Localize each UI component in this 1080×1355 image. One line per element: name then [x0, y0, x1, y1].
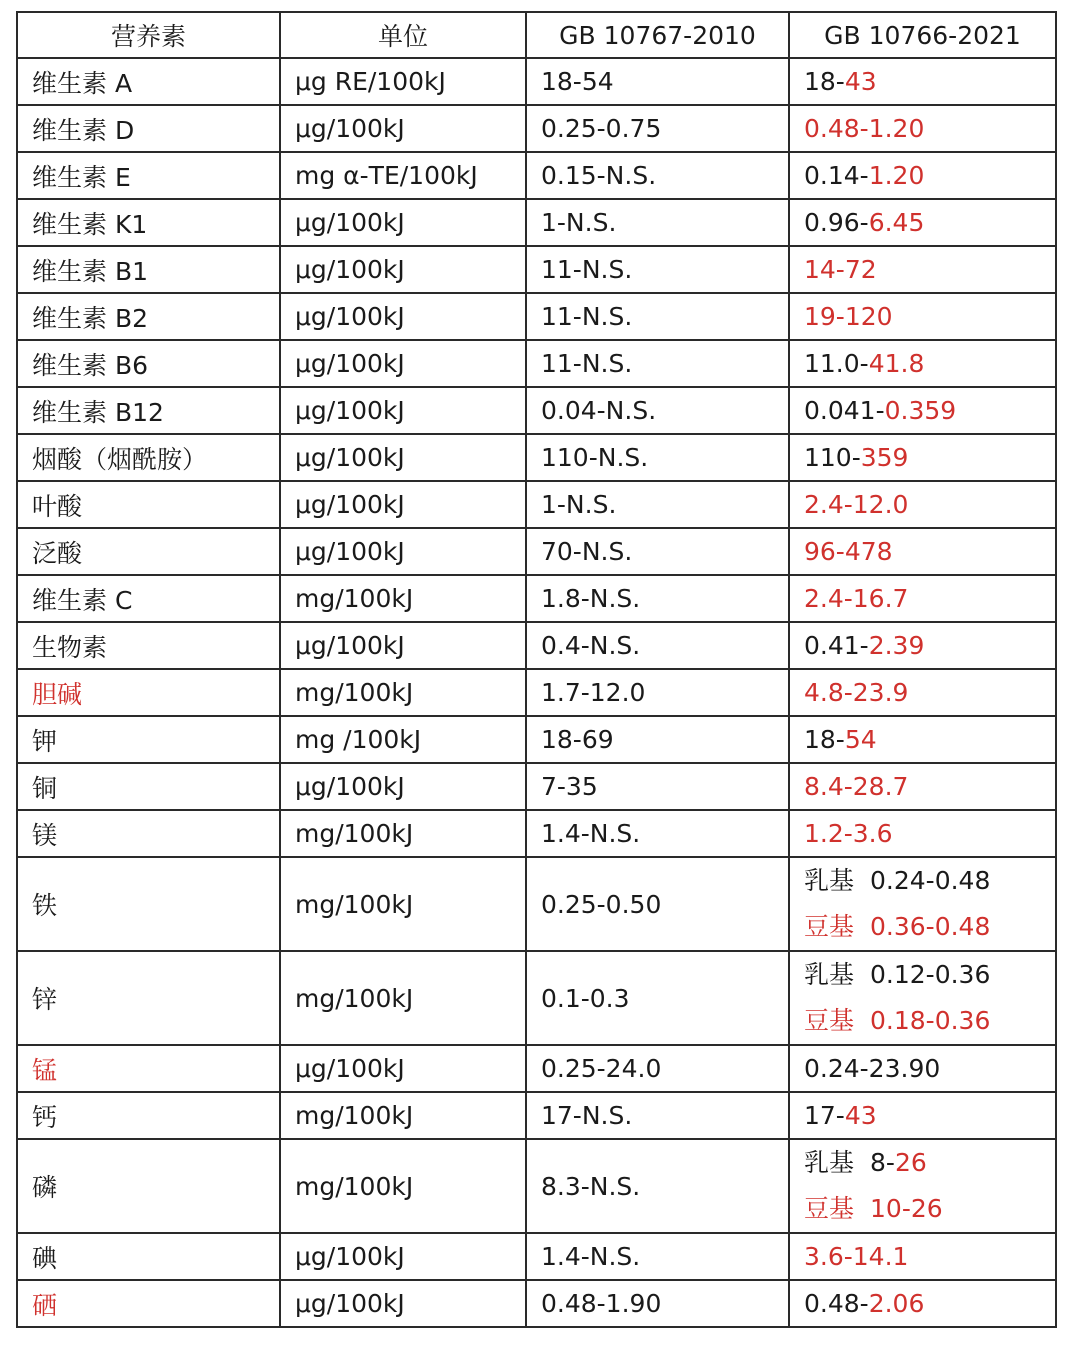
gb-10767-2010-value-cell: 0.4-N.S.: [526, 622, 789, 669]
value-part: 4.8-23.9: [804, 678, 909, 707]
gb-10766-2021-value-cell: [789, 481, 1056, 528]
unit-cell: μg/100kJ: [280, 622, 526, 669]
gb-10766-2021-value-cell: [789, 622, 1056, 669]
gb-10766-2021-value-cell: [789, 1280, 1056, 1327]
nutrient-name-cell: 硒: [17, 1280, 280, 1327]
base-type-label: 豆基: [804, 1194, 855, 1223]
value-part: 0.359: [884, 396, 957, 425]
base-type-label: 乳基: [804, 866, 855, 895]
table-row: [17, 340, 1056, 387]
value-part: 43: [844, 1101, 877, 1130]
unit-cell: μg/100kJ: [280, 199, 526, 246]
table-row: [17, 810, 1056, 857]
table-row: [17, 246, 1056, 293]
gb-10766-2021-value-cell: [789, 669, 1056, 716]
table-row: [17, 199, 1056, 246]
value-part: 0.96-: [804, 208, 869, 237]
value-part: 41.8: [868, 349, 925, 378]
table-row: [17, 152, 1056, 199]
header-unit: 单位: [280, 12, 526, 58]
value-part: 0.14-: [804, 161, 869, 190]
nutrient-name-cell: 维生素 A: [17, 58, 280, 105]
gb-10767-2010-value-cell: 18-54: [526, 58, 789, 105]
gb-10766-2021-value-cell: [789, 152, 1056, 199]
gb-10767-2010-value-cell: 1-N.S.: [526, 199, 789, 246]
value-part: 11.0-: [804, 349, 869, 378]
gb-10767-2010-value-cell: 0.04-N.S.: [526, 387, 789, 434]
nutrient-name-cell: 烟酸（烟酰胺）: [17, 434, 280, 481]
gb-10767-2010-value-cell: 1.4-N.S.: [526, 1233, 789, 1280]
nutrient-name-cell: 维生素 B2: [17, 293, 280, 340]
header-nutrient: 营养素: [17, 12, 280, 58]
gb-10767-2010-value-cell: 0.48-1.90: [526, 1280, 789, 1327]
table-row: [17, 434, 1056, 481]
table-row: [17, 857, 1056, 951]
table-row: [17, 763, 1056, 810]
gb-10766-2021-value-cell: [789, 763, 1056, 810]
value-part: 17-: [804, 1101, 845, 1130]
unit-cell: μg/100kJ: [280, 105, 526, 152]
value-part: 26: [894, 1148, 927, 1177]
gb-10766-2021-value-cell: [789, 810, 1056, 857]
value-part: 43: [844, 67, 877, 96]
base-type-label: 豆基: [804, 1006, 855, 1035]
nutrient-name-cell: 维生素 K1: [17, 199, 280, 246]
sub-value-line: [804, 1140, 1055, 1186]
nutrient-name-cell: 维生素 C: [17, 575, 280, 622]
gb-10767-2010-value-cell: 110-N.S.: [526, 434, 789, 481]
header-row: [17, 12, 1056, 58]
value-part: 1.2-3.6: [804, 819, 893, 848]
sub-value-line: [804, 904, 1055, 950]
value-part: 359: [860, 443, 909, 472]
gb-10766-2021-value-cell: [789, 1233, 1056, 1280]
gb-10767-2010-value-cell: 0.25-0.50: [526, 857, 789, 951]
gb-10767-2010-value-cell: 0.15-N.S.: [526, 152, 789, 199]
nutrient-name-cell: 维生素 B1: [17, 246, 280, 293]
gb-10766-2021-value-cell: [789, 434, 1056, 481]
base-type-label: 乳基: [804, 960, 855, 989]
value-part: 3.6-14.1: [804, 1242, 909, 1271]
value-part: 2.39: [868, 631, 925, 660]
sub-value-line: [804, 1186, 1055, 1232]
value-part: 1.20: [868, 161, 925, 190]
unit-cell: μg/100kJ: [280, 293, 526, 340]
gb-10767-2010-value-cell: 18-69: [526, 716, 789, 763]
header-gb-10766-2021: GB 10766-2021: [789, 12, 1056, 58]
value-part: 0.18-0.36: [870, 1006, 991, 1035]
unit-cell: μg/100kJ: [280, 1045, 526, 1092]
unit-cell: mg/100kJ: [280, 1139, 526, 1233]
unit-cell: mg/100kJ: [280, 857, 526, 951]
unit-cell: mg/100kJ: [280, 669, 526, 716]
value-part: 18-: [804, 725, 845, 754]
nutrient-name-cell: 铁: [17, 857, 280, 951]
unit-cell: μg/100kJ: [280, 528, 526, 575]
nutrient-name-cell: 维生素 B12: [17, 387, 280, 434]
value-part: 110-: [804, 443, 861, 472]
sub-value-line: [804, 858, 1055, 904]
gb-10766-2021-value-cell: [789, 199, 1056, 246]
gb-10766-2021-value-cell: [789, 857, 1056, 951]
nutrient-name-cell: 钾: [17, 716, 280, 763]
table-row: [17, 293, 1056, 340]
nutrient-comparison-table: [16, 11, 1057, 1328]
gb-10766-2021-value-cell: [789, 387, 1056, 434]
table-body: [17, 58, 1056, 1327]
gb-10767-2010-value-cell: 11-N.S.: [526, 340, 789, 387]
nutrient-name-cell: 维生素 E: [17, 152, 280, 199]
gb-10767-2010-value-cell: 0.1-0.3: [526, 951, 789, 1045]
table-row: [17, 1092, 1056, 1139]
gb-10766-2021-value-cell: [789, 951, 1056, 1045]
gb-10767-2010-value-cell: 0.25-0.75: [526, 105, 789, 152]
nutrient-name-cell: 磷: [17, 1139, 280, 1233]
value-part: 96-478: [804, 537, 893, 566]
nutrient-name-cell: 胆碱: [17, 669, 280, 716]
gb-10766-2021-value-cell: [789, 293, 1056, 340]
gb-10767-2010-value-cell: 70-N.S.: [526, 528, 789, 575]
table-row: [17, 1045, 1056, 1092]
table-header: [17, 12, 1056, 58]
value-part: 0.48-1.20: [804, 114, 925, 143]
table-row: [17, 481, 1056, 528]
unit-cell: μg/100kJ: [280, 1233, 526, 1280]
unit-cell: μg/100kJ: [280, 387, 526, 434]
value-part: 0.36-0.48: [870, 912, 991, 941]
value-part: 0.41-: [804, 631, 869, 660]
nutrient-name-cell: 叶酸: [17, 481, 280, 528]
value-part: 0.24-0.48: [870, 866, 991, 895]
value-part: 0.12-0.36: [870, 960, 991, 989]
nutrient-name-cell: 维生素 B6: [17, 340, 280, 387]
table-row: [17, 1233, 1056, 1280]
nutrient-name-cell: 锰: [17, 1045, 280, 1092]
unit-cell: μg/100kJ: [280, 1280, 526, 1327]
table-row: [17, 1139, 1056, 1233]
unit-cell: μg/100kJ: [280, 340, 526, 387]
value-part: 0.24-23.90: [804, 1054, 941, 1083]
unit-cell: μg/100kJ: [280, 481, 526, 528]
table-row: [17, 1280, 1056, 1327]
nutrient-name-cell: 维生素 D: [17, 105, 280, 152]
table-row: [17, 105, 1056, 152]
gb-10766-2021-value-cell: [789, 575, 1056, 622]
unit-cell: μg/100kJ: [280, 434, 526, 481]
gb-10767-2010-value-cell: 0.25-24.0: [526, 1045, 789, 1092]
nutrient-name-cell: 镁: [17, 810, 280, 857]
gb-10766-2021-value-cell: [789, 58, 1056, 105]
value-part: 2.4-16.7: [804, 584, 909, 613]
value-part: 8.4-28.7: [804, 772, 909, 801]
value-part: 2.06: [868, 1289, 925, 1318]
unit-cell: μg/100kJ: [280, 763, 526, 810]
unit-cell: mg /100kJ: [280, 716, 526, 763]
value-part: 0.041-: [804, 396, 885, 425]
gb-10766-2021-value-cell: [789, 1092, 1056, 1139]
table-row: [17, 58, 1056, 105]
gb-10766-2021-value-cell: [789, 105, 1056, 152]
nutrient-name-cell: 锌: [17, 951, 280, 1045]
nutrient-name-cell: 钙: [17, 1092, 280, 1139]
value-part: 10-26: [870, 1194, 943, 1223]
value-part: 54: [844, 725, 877, 754]
gb-10767-2010-value-cell: 17-N.S.: [526, 1092, 789, 1139]
nutrient-name-cell: 泛酸: [17, 528, 280, 575]
value-part: 14-72: [804, 255, 877, 284]
sub-value-line: [804, 952, 1055, 998]
table-row: [17, 669, 1056, 716]
value-part: 19-120: [804, 302, 893, 331]
gb-10767-2010-value-cell: 1.7-12.0: [526, 669, 789, 716]
nutrient-name-cell: 生物素: [17, 622, 280, 669]
header-gb-10767-2010: GB 10767-2010: [526, 12, 789, 58]
unit-cell: mg/100kJ: [280, 1092, 526, 1139]
table-row: [17, 387, 1056, 434]
gb-10767-2010-value-cell: 1.4-N.S.: [526, 810, 789, 857]
gb-10767-2010-value-cell: 1-N.S.: [526, 481, 789, 528]
gb-10767-2010-value-cell: 7-35: [526, 763, 789, 810]
table-row: [17, 622, 1056, 669]
value-part: 8-: [870, 1148, 895, 1177]
value-part: 0.48-: [804, 1289, 869, 1318]
gb-10766-2021-value-cell: [789, 716, 1056, 763]
unit-cell: mg α-TE/100kJ: [280, 152, 526, 199]
gb-10766-2021-value-cell: [789, 246, 1056, 293]
nutrient-name-cell: 铜: [17, 763, 280, 810]
gb-10766-2021-value-cell: [789, 340, 1056, 387]
table-row: [17, 528, 1056, 575]
base-type-label: 乳基: [804, 1148, 855, 1177]
gb-10766-2021-value-cell: [789, 1045, 1056, 1092]
table-row: [17, 575, 1056, 622]
unit-cell: μg/100kJ: [280, 246, 526, 293]
unit-cell: μg RE/100kJ: [280, 58, 526, 105]
base-type-label: 豆基: [804, 912, 855, 941]
unit-cell: mg/100kJ: [280, 810, 526, 857]
gb-10766-2021-value-cell: [789, 528, 1056, 575]
gb-10767-2010-value-cell: 8.3-N.S.: [526, 1139, 789, 1233]
gb-10767-2010-value-cell: 1.8-N.S.: [526, 575, 789, 622]
table-row: [17, 716, 1056, 763]
sub-value-line: [804, 998, 1055, 1044]
unit-cell: mg/100kJ: [280, 951, 526, 1045]
value-part: 6.45: [868, 208, 925, 237]
gb-10767-2010-value-cell: 11-N.S.: [526, 246, 789, 293]
nutrient-name-cell: 碘: [17, 1233, 280, 1280]
gb-10767-2010-value-cell: 11-N.S.: [526, 293, 789, 340]
unit-cell: mg/100kJ: [280, 575, 526, 622]
table-row: [17, 951, 1056, 1045]
value-part: 18-: [804, 67, 845, 96]
value-part: 2.4-12.0: [804, 490, 909, 519]
gb-10766-2021-value-cell: [789, 1139, 1056, 1233]
